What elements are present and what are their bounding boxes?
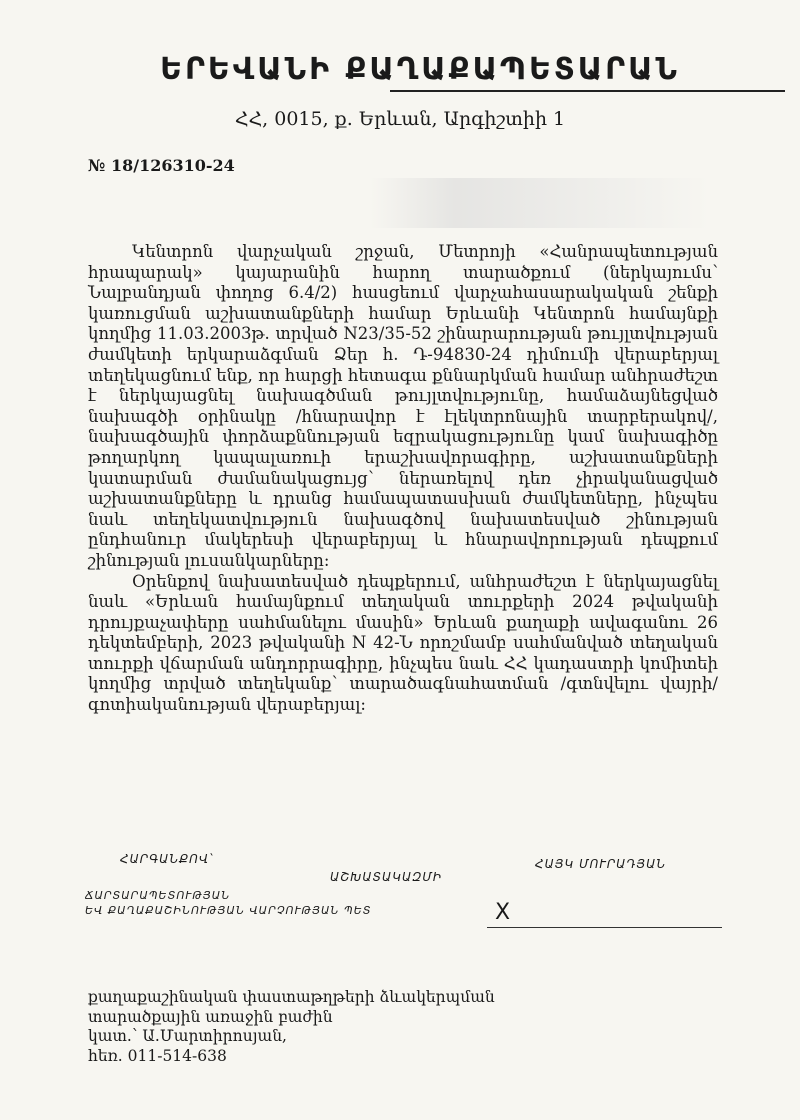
- signature-position: ԱՇԽԱՏԱԿԱԶՄԻ: [330, 870, 443, 884]
- org-line-1: ՃԱՐՏԱՐԱՊԵՏՈՒԹՅԱՆ: [85, 889, 231, 902]
- body-paragraph-2: Օրենքով նախատեսված դեպքերում, անհրաժեշտ է ներկայացնել նաև «Երևան համայնքում տեղական տուրքերի 2024 թվականի դրույքաչափերը սահմանելու մասին» Երևան քաղաքի ավագանու 26 դեկտեմբերի, 2023 թվականի N 42-Ն որոշմամբ սահմանված տեղական տուրքի վճարման անդորրագիրը, ինչպես նաև ՀՀ կադաստրի կոմիտեի կողմից տրված տեղեկանք՝ տարածագնահատման /գտնվելու վայրի/ գոտիականության վերաբերյալ:: [88, 571, 718, 715]
- body-paragraph-1: Կենտրոն վարչական շրջան, Մետրոյի «Հանրապետության հրապարակ» կայարանին հարող տարածքում (ներկայումս՝ Նալբանդյան փողոց 6.4/2) հասցեում վարչահասարակական շենքի կառուցման աշխատանքների համար Երևանի Կենտրոն համայնքի կողմից 11.03.2003թ. տրված N23/35-52 շինարարության թույլտվության ժամկետի երկարաձգման Ձեր հ. Դ-94830-24 դիմումի վերաբերյալ տեղեկացնում ենք, որ հարցի հետագա քննարկման համար անհրաժեշտ է ներկայացնել նախագծման թույլտվությունը, համաձայնեցված նախագծի օրինակը /հնարավոր է էլեկտրոնային տարբերակով/, նախագծային փորձաքննության եզրակացությունը կամ նախագիծը թողարկող կապալառուի երաշխավորագիրը, աշխատանքների կատարման ժամանակացույց՝ ներառելով դեռ չիրականացված աշխատանքները և դրանց համապատասխան ժամկետները, ինչպես նաև տեղեկատվություն նախագծով նախատեսված շինության ընդհանուր մակերեսի վերաբերյալ և հնարավորության դեպքում շինության լուսանկարները:: [88, 242, 718, 570]
- letter-body: [88, 242, 718, 716]
- document-number: № 18/126310-24: [88, 156, 235, 175]
- header-address: ՀՀ, 0015, ք. Երևան, Արգիշտիի 1: [234, 108, 566, 130]
- org-line-2: ԵՎ ՔԱՂԱՔԱՇԻՆՈՒԹՅԱՆ ՎԱՐՉՈՒԹՅԱՆ ՊԵՏ: [85, 904, 372, 917]
- signer-organization: [85, 888, 372, 918]
- signature-line: [487, 927, 722, 928]
- header-title: ԵՐԵՎԱՆԻ ՔԱՂԱՔԱՊԵՏԱՐԱՆ: [160, 52, 680, 87]
- footer-line-3: կատ.՝ Ա.Մարտիրոսյան,: [88, 1027, 287, 1045]
- signer-name: ՀԱՅԿ ՄՈՒՐԱԴՅԱՆ: [535, 857, 667, 871]
- header-rule: [390, 90, 785, 92]
- footer-line-4: հեռ. 011-514-638: [88, 1046, 227, 1065]
- scan-smudge: [370, 178, 710, 228]
- footer-line-2: տարածքային առաջին բաժին: [88, 1007, 333, 1026]
- signature-mark: X: [495, 900, 511, 925]
- footer-contact: [88, 988, 495, 1066]
- footer-line-1: քաղաքաշինական փաստաթղթերի ձևակերպման: [88, 988, 495, 1006]
- signature-respect: ՀԱՐԳԱՆՔՈՎ՝: [120, 852, 213, 866]
